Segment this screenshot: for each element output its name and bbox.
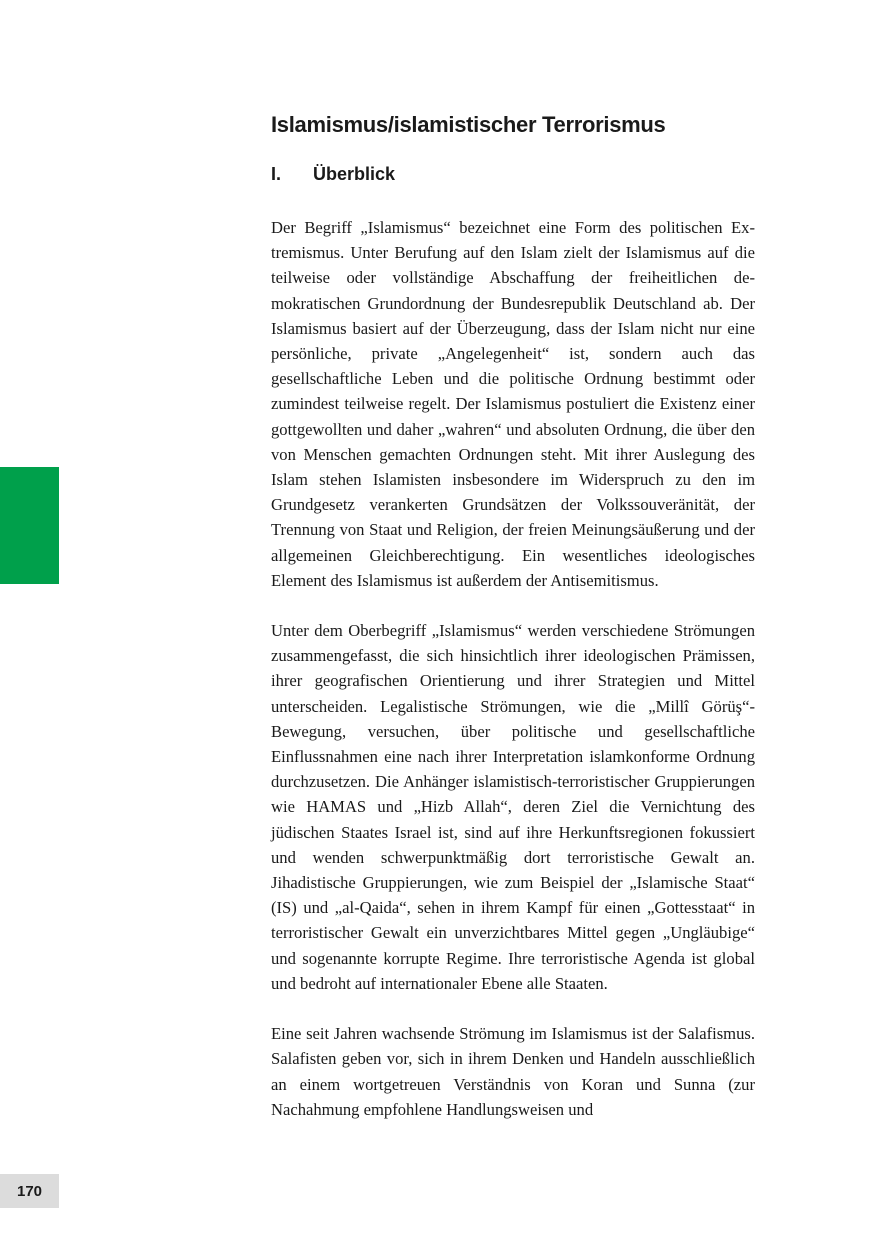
page-number-text: 170 (16, 1182, 43, 1200)
chapter-title: Islamismus/islamistischer Terrorismus (271, 112, 666, 137)
section-title: Überblick (313, 164, 396, 184)
body-text (271, 215, 755, 1122)
page-content (271, 108, 755, 1122)
page-number (0, 1174, 59, 1208)
paragraph: Eine seit Jahren wachsende Strömung im Islamismus ist der Salafismus. Salafisten geben vor, sich in ihrem Denken und Handeln ausschließlich an einem wortgetreuen Verständnis von Koran und Sunna (zur Nachahmung empfohlene Handlungsweisen und (271, 1024, 755, 1119)
paragraph: Der Begriff „Islamismus“ bezeichnet eine Form des politischen Extremismus. Unter Berufung auf den Islam zielt der Islamismus auf die teilweise oder vollständige Abschaffung der freiheitlichen demokratischen Grundordnung der Bundesrepublik Deutschland ab. Der Islamismus basiert auf der Überzeugung, dass der Islam nicht nur eine persönliche, private „Angelegenheit“ ist, sondern auch das gesellschaftliche Leben und die politische Ordnung bestimmt oder zumindest teilweise regelt. Der Islamismus postuliert die Existenz einer gottgewollten und daher „wahren“ und absoluten Ordnung, die über den von Menschen gemachten Ordnungen steht. Mit ihrer Auslegung des Islam stehen Islamisten insbesondere im Widerspruch zu den im Grundgesetz verankerten Grundsätzen der Volkssouveränität, der Trennung von Staat und Religion, der freien Meinungsäußerung und der allgemeinen Gleichberechtigung. Ein wesentliches ideologisches Element des Islamismus ist außerdem der Antisemitismus. (271, 218, 755, 590)
section-heading (271, 160, 755, 188)
chapter-color-tab (0, 467, 59, 584)
paragraph: Unter dem Oberbegriff „Islamismus“ werden verschiedene Strömungen zusammengefasst, die sich hinsichtlich ihrer ideologischen Prämissen, ihrer geografischen Orientierung und ihrer Strategien und Mittel unterscheiden. Legalistische Strömungen, wie die „Millî Görüş“-Bewegung, versuchen, über politische und gesellschaftliche Einflussnahmen eine nach ihrer Interpretation islamkonforme Ordnung durchzusetzen. Die Anhänger islamistisch-terroristischer Gruppierungen wie HAMAS und „Hizb Allah“, deren Ziel die Vernichtung des jüdischen Staates Israel ist, sind auf ihre Herkunftsregionen fokussiert und wenden schwerpunktmäßig dort terroristische Gewalt an. Jihadistische Gruppierungen, wie zum Beispiel der „Islamische Staat“ (IS) und „al-Qaida“, sehen in ihrem Kampf für einen „Gottesstaat“ in terroristischer Gewalt ein unverzichtbares Mittel gegen „Ungläubige“ und sogenannte korrupte Regime. Ihre terroristische Agenda ist global und bedroht auf internationaler Ebene alle Staaten. (271, 621, 755, 993)
section-number: I. (271, 164, 282, 184)
